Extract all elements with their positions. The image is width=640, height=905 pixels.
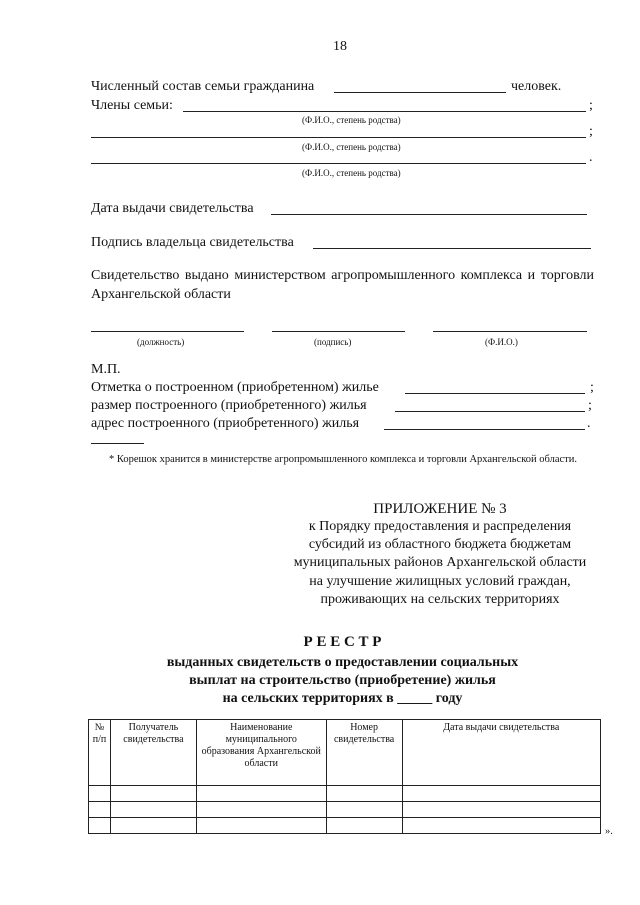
column-header-recipient: Получатель свидетельства <box>110 720 196 786</box>
family-count-unit: человек. <box>511 79 562 94</box>
semicolon: ; <box>590 380 594 395</box>
table-cell[interactable] <box>326 818 402 834</box>
footnote-separator <box>91 443 144 444</box>
table-row <box>89 818 601 834</box>
registry-subtitle-line: на сельских территориях в _____ году <box>222 691 463 706</box>
column-header-issue-date: Дата выдачи свидетельства <box>402 720 600 786</box>
appendix-subtitle <box>270 518 610 609</box>
table-cell[interactable] <box>89 818 111 834</box>
fio-hint-1: (Ф.И.О., степень родства) <box>302 115 401 125</box>
table-cell[interactable] <box>402 786 600 802</box>
appendix-line: на улучшение жилищных условий граждан, <box>309 573 571 589</box>
registry-table <box>88 719 601 834</box>
table-cell[interactable] <box>110 818 196 834</box>
table-cell[interactable] <box>326 786 402 802</box>
housing-size-field[interactable] <box>395 411 585 412</box>
table-row <box>89 802 601 818</box>
table-header-row <box>89 720 601 786</box>
table-cell[interactable] <box>89 802 111 818</box>
period: . <box>587 416 591 431</box>
table-cell[interactable] <box>402 818 600 834</box>
table-row <box>89 786 601 802</box>
registry-subtitle-line: выданных свидетельств о предоставлении социальных <box>166 655 519 670</box>
table-cell[interactable] <box>196 818 326 834</box>
signature-hint: (подпись) <box>314 337 352 347</box>
signature-field[interactable] <box>272 331 405 332</box>
position-field[interactable] <box>91 331 244 332</box>
family-count-field[interactable] <box>334 92 506 93</box>
page-number: 18 <box>333 39 347 54</box>
column-header-number: № п/п <box>89 720 111 786</box>
family-members-label: Члены семьи: <box>91 98 173 113</box>
issue-date-field[interactable] <box>271 214 587 215</box>
appendix-line: проживающих на сельских территориях <box>320 591 560 607</box>
table-cell[interactable] <box>110 786 196 802</box>
table-cell[interactable] <box>326 802 402 818</box>
family-member-field-2[interactable] <box>91 137 586 138</box>
appendix-line: субсидий из областного бюджета бюджетам <box>308 537 572 553</box>
housing-address-field[interactable] <box>384 429 585 430</box>
fio-field[interactable] <box>433 331 587 332</box>
housing-note-field[interactable] <box>405 393 585 394</box>
family-count-label: Численный состав семьи гражданина <box>91 79 315 94</box>
semicolon: ; <box>588 398 592 413</box>
issued-by-text: Свидетельство выдано министерством агропромышленного комплекса и торговли Архангельской области <box>91 268 594 302</box>
appendix-title: ПРИЛОЖЕНИЕ № 3 <box>373 501 507 517</box>
table-cell[interactable] <box>89 786 111 802</box>
family-member-field-3[interactable] <box>91 163 586 164</box>
issue-date-label: Дата выдачи свидетельства <box>91 201 254 216</box>
table-cell[interactable] <box>110 802 196 818</box>
housing-note-label: Отметка о построенном (приобретенном) жилье <box>91 380 379 395</box>
semicolon: ; <box>589 98 593 113</box>
footnote-text: * Корешок хранится в министерстве агропромышленного комплекса и торговли Архангельской области. <box>109 454 577 465</box>
position-hint: (должность) <box>137 337 185 347</box>
appendix-line: к Порядку предоставления и распределения <box>308 519 572 534</box>
appendix-line: муниципальных районов Архангельской области <box>293 555 587 571</box>
fio-hint-2: (Ф.И.О., степень родства) <box>302 142 401 152</box>
registry-closing: ». <box>605 826 613 837</box>
housing-size-label: размер построенного (приобретенного) жилья <box>91 398 367 413</box>
semicolon: ; <box>589 124 593 139</box>
fio-hint: (Ф.И.О.) <box>485 337 518 347</box>
registry-title: Р Е Е С Т Р <box>303 634 382 650</box>
table-cell[interactable] <box>196 802 326 818</box>
fio-hint-3: (Ф.И.О., степень родства) <box>302 168 401 178</box>
registry-subtitle-line: выплат на строительство (приобретение) жилья <box>189 673 496 688</box>
column-header-certificate-number: Номер свидетельства <box>326 720 402 786</box>
registry-subtitle <box>0 654 640 708</box>
column-header-municipality: Наименование муниципального образования Архангельской области <box>196 720 326 786</box>
owner-signature-field[interactable] <box>313 248 591 249</box>
period: . <box>589 150 593 165</box>
table-cell[interactable] <box>196 786 326 802</box>
stamp-label: М.П. <box>91 362 121 377</box>
family-member-field-1[interactable] <box>183 111 586 112</box>
owner-signature-label: Подпись владельца свидетельства <box>91 235 294 250</box>
housing-address-label: адрес построенного (приобретенного) жилья <box>91 416 360 431</box>
table-cell[interactable] <box>402 802 600 818</box>
